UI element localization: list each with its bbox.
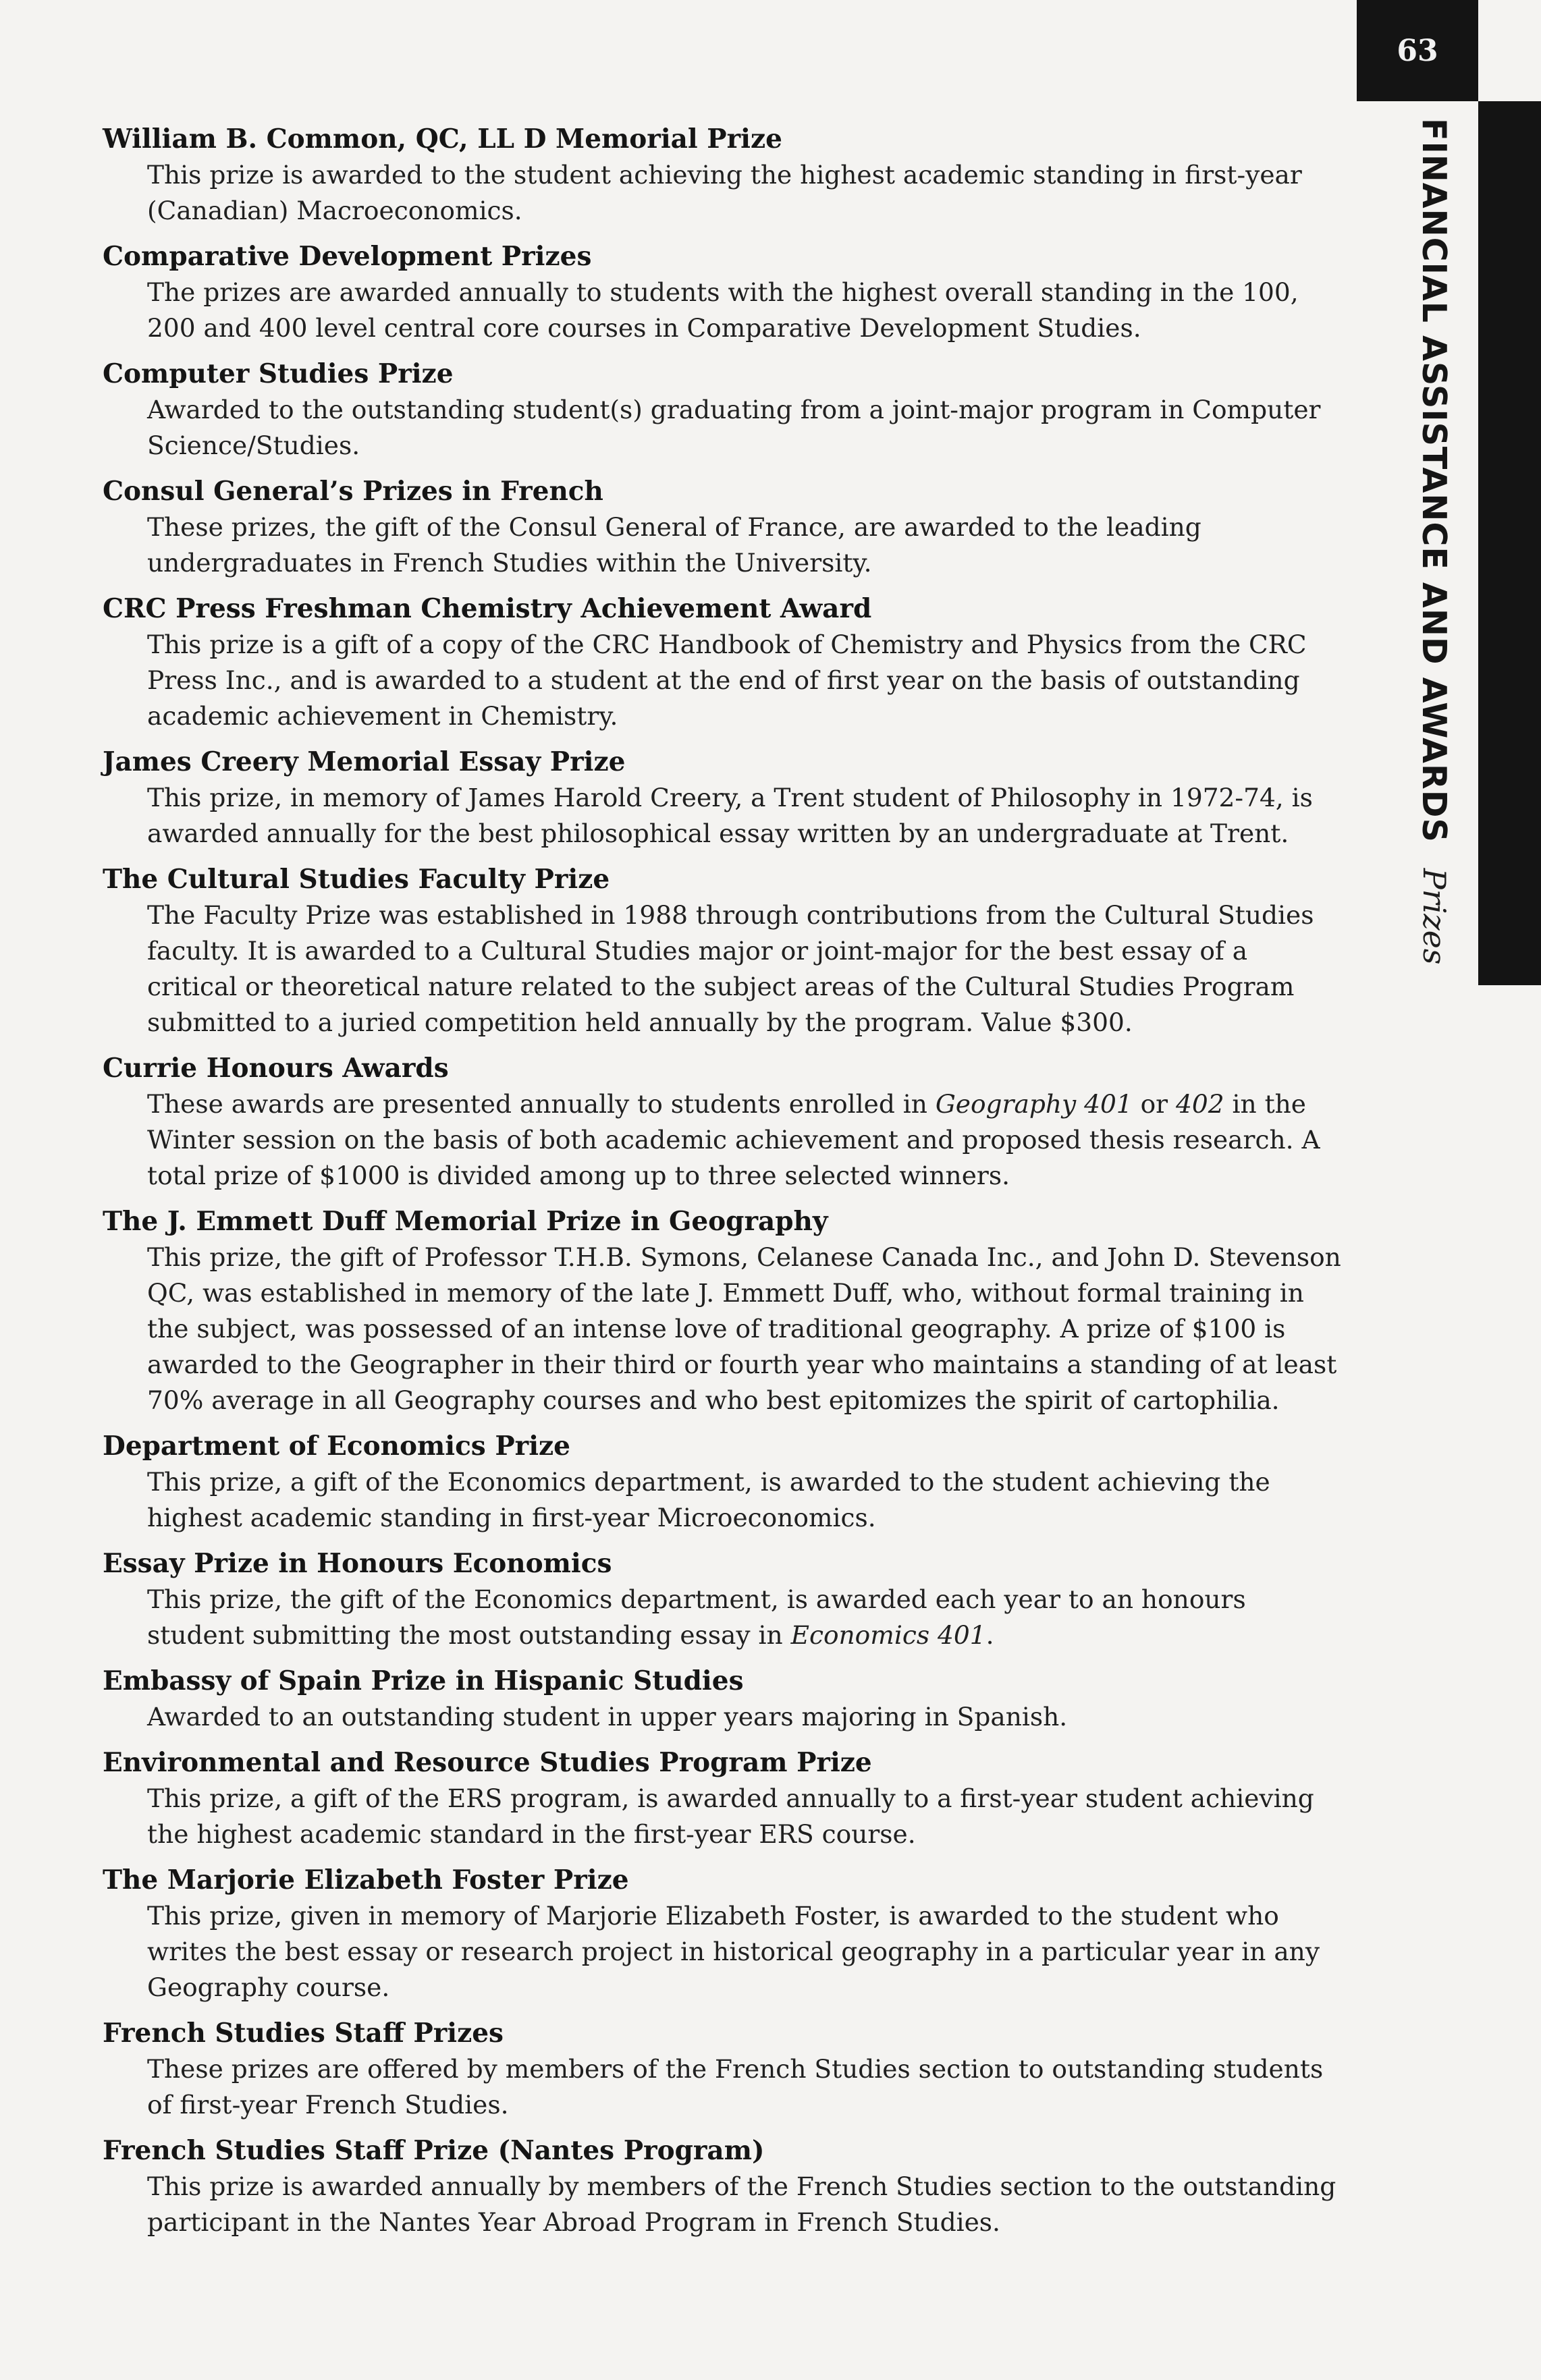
prize-text: . (985, 1620, 994, 1650)
prize-list (103, 121, 1345, 2250)
side-tab-bar (1478, 101, 1541, 985)
prize-description: The prizes are awarded annually to students with the highest overall standing in the 100, 200 and 400 level central core courses in Comparative Development Studies. (147, 277, 1299, 343)
prize-description: This prize, a gift of the Economics department, is awarded to the student achieving the highest academic standing in first-year Microeconomics. (147, 1467, 1270, 1532)
prize-description (147, 1086, 1345, 1194)
prize-entry (103, 356, 1345, 464)
prize-text: These awards are presented annually to students enrolled in (147, 1089, 936, 1119)
prize-entry (103, 744, 1345, 852)
course-name: Geography 401 (935, 1089, 1133, 1119)
prize-description: Awarded to an outstanding student in upper years majoring in Spanish. (147, 1702, 1068, 1732)
prize-title: Environmental and Resource Studies Program Prize (103, 1747, 872, 1778)
prize-entry (103, 591, 1345, 734)
prize-entry (103, 1745, 1345, 1852)
prize-title: Essay Prize in Honours Economics (103, 1548, 612, 1579)
prize-title: Comparative Development Prizes (103, 241, 592, 272)
prize-entry (103, 1862, 1345, 2005)
page-tab (1357, 0, 1541, 985)
prize-title: Consul General’s Prizes in French (103, 476, 603, 507)
prize-entry (103, 239, 1345, 346)
prize-entry (103, 862, 1345, 1041)
prize-description: This prize, a gift of the ERS program, is awarded annually to a first-year student achieving the highest academic standard in the first-year ERS course. (147, 1783, 1314, 1849)
prize-title: James Creery Memorial Essay Prize (103, 746, 626, 777)
prize-entry (103, 121, 1345, 229)
prize-title: Computer Studies Prize (103, 358, 454, 389)
subsection-title: Prizes (1416, 868, 1453, 965)
prize-description: This prize is awarded annually by members of the French Studies section to the outstanding participant in the Nantes Year Abroad Program in French Studies. (147, 2171, 1336, 2237)
course-name: Economics 401 (790, 1620, 986, 1650)
prize-title: The Cultural Studies Faculty Prize (103, 864, 610, 895)
prize-description: This prize, given in memory of Marjorie Elizabeth Foster, is awarded to the student who writes the best essay or research project in historical geography in a particular year in any Geography course. (147, 1901, 1320, 2002)
prize-entry (103, 1051, 1345, 1194)
page-number: 63 (1357, 0, 1478, 101)
prize-title: The Marjorie Elizabeth Foster Prize (103, 1864, 629, 1895)
prize-text: This prize, the gift of the Economics department, is awarded each year to an honours student submitting the most outstanding essay in (147, 1584, 1246, 1650)
prize-title: French Studies Staff Prizes (103, 2018, 504, 2049)
prize-title: Department of Economics Prize (103, 1431, 570, 1462)
prize-title: The J. Emmett Duff Memorial Prize in Geography (103, 1206, 828, 1237)
prize-title: William B. Common, QC, LL D Memorial Prize (103, 123, 782, 155)
prize-description: This prize is a gift of a copy of the CRC Handbook of Chemistry and Physics from the CRC Press Inc., and is awarded to a student at the end of first year on the basis of outstanding academic achievement in Chemistry. (147, 630, 1307, 731)
side-tab-label (1394, 118, 1475, 965)
prize-title: Currie Honours Awards (103, 1053, 449, 1084)
prize-description: These prizes are offered by members of the French Studies section to outstanding students of first-year French Studies. (147, 2054, 1324, 2120)
course-name: 402 (1176, 1089, 1224, 1119)
prize-entry (103, 2016, 1345, 2123)
prize-entry (103, 1663, 1345, 1735)
prize-description: These prizes, the gift of the Consul General of France, are awarded to the leading undergraduates in French Studies within the University. (147, 512, 1201, 578)
prize-entry (103, 1204, 1345, 1418)
prize-title: CRC Press Freshman Chemistry Achievement Award (103, 593, 872, 624)
prize-description (147, 1582, 1345, 1653)
prize-description: The Faculty Prize was established in 1988 through contributions from the Cultural Studies faculty. It is awarded to a Cultural Studies major or joint-major for the best essay of a critical or theoretical nature related to the subject areas of the Cultural Studies Program submitted to a juried competition held annually by the program. Value $300. (147, 900, 1314, 1037)
prize-description: This prize, the gift of Professor T.H.B. Symons, Celanese Canada Inc., and John D. Stevenson QC, was established in memory of the late J. Emmett Duff, who, without formal training in the subject, was possessed of an intense love of traditional geography. A prize of $100 is awarded to the Geographer in their third or fourth year who maintains a standing of at least 70% average in all Geography courses and who best epitomizes the spirit of cartophilia. (147, 1242, 1341, 1415)
prize-title: French Studies Staff Prize (Nantes Program) (103, 2135, 765, 2166)
prize-entry (103, 2133, 1345, 2240)
prize-description: This prize, in memory of James Harold Creery, a Trent student of Philosophy in 1972-74, is awarded annually for the best philosophical essay written by an undergraduate at Trent. (147, 783, 1313, 848)
prize-text: or (1132, 1089, 1177, 1119)
prize-description: Awarded to the outstanding student(s) graduating from a joint-major program in Computer Science/Studies. (147, 395, 1321, 460)
prize-title: Embassy of Spain Prize in Hispanic Studies (103, 1665, 744, 1696)
prize-text: in the Winter session on the basis of both academic achievement and proposed thesis research. A total prize of $1000 is divided among up to three selected winners. (147, 1089, 1320, 1190)
prize-entry (103, 1429, 1345, 1536)
section-title: FINANCIAL ASSISTANCE AND AWARDS (1415, 118, 1454, 843)
prize-entry (103, 474, 1345, 581)
prize-entry (103, 1546, 1345, 1653)
prize-description: This prize is awarded to the student achieving the highest academic standing in first-year (Canadian) Macroeconomics. (147, 160, 1302, 225)
